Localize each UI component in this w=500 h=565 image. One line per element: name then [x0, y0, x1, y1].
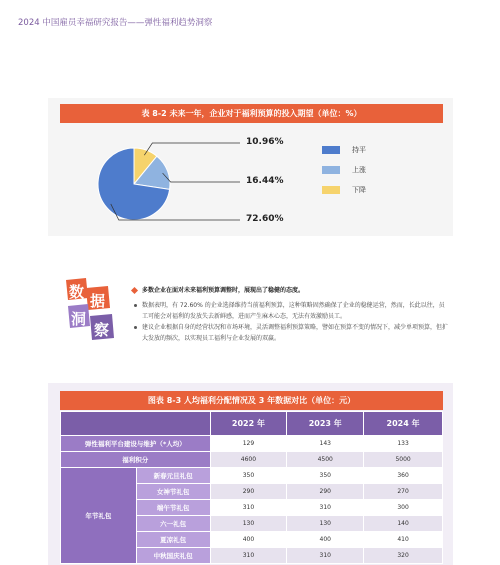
table-cell: 400: [210, 532, 287, 548]
table-cell: 300: [364, 500, 443, 516]
pie-data-label: 72.60%: [246, 214, 284, 224]
table-cell: 310: [210, 500, 287, 516]
table-cell: 4500: [287, 452, 364, 468]
row-label: 福利积分: [61, 452, 211, 468]
table-cell: 5000: [364, 452, 443, 468]
group-label: 年节礼包: [61, 468, 137, 564]
insight-char-1: 数: [69, 283, 85, 301]
table-cell: 130: [210, 516, 287, 532]
table-header-year: 2024 年: [364, 412, 443, 436]
chart-panel: [48, 98, 453, 236]
data-insight-badge: [64, 278, 114, 346]
table-cell: 4600: [210, 452, 287, 468]
table-cell: 310: [210, 548, 287, 564]
insight-char-2: 据: [90, 292, 106, 310]
insight-bullet: 数据表明，有 72.60% 的企业选择维持当前福利预算，这种策略固然确保了企业的稳健运营，然而，长此以往，员工可能会对福利的发放失去新鲜感，进而产生麻木心态，无法有效激励员工。: [130, 300, 450, 322]
insight-char-4: 察: [94, 321, 110, 339]
pie-data-label: 10.96%: [246, 137, 284, 147]
leader-line: [163, 173, 240, 182]
table-panel: [48, 383, 453, 565]
insight-bullet: 建议企业根据自身的经营状况和市场环境，灵活调整福利预算策略，譬如在预算不变的情况下，减少单项预算，但扩大发放的频次，以实现员工福利与企业发展的双赢。: [130, 322, 450, 344]
leader-line: [144, 143, 240, 155]
table-cell: 350: [287, 468, 364, 484]
table-cell: 130: [287, 516, 364, 532]
row-label: 夏凉礼包: [136, 532, 210, 548]
table-cell: 350: [210, 468, 287, 484]
table-cell: 143: [287, 436, 364, 452]
page-header: 2024 中国雇员幸福研究报告——弹性福利趋势洞察: [18, 18, 213, 28]
table-cell: 360: [364, 468, 443, 484]
insight-text: [130, 285, 450, 344]
row-label: 中秋国庆礼包: [136, 548, 210, 564]
table-cell: 133: [364, 436, 443, 452]
table-cell: 400: [287, 532, 364, 548]
pie-data-label: 16.44%: [246, 176, 284, 186]
table-row: [61, 436, 443, 452]
legend-swatch: [322, 166, 340, 174]
table-header-year: 2023 年: [287, 412, 364, 436]
insight-char-3: 洞: [71, 310, 87, 328]
legend-swatch: [322, 186, 340, 194]
table-cell: 320: [364, 548, 443, 564]
row-label: 女神节礼包: [136, 484, 210, 500]
row-label: 新春元旦礼包: [136, 468, 210, 484]
table-cell: 410: [364, 532, 443, 548]
table-cell: 290: [210, 484, 287, 500]
row-label: 六一礼包: [136, 516, 210, 532]
legend-label: 持平: [352, 146, 366, 154]
table-cell: 270: [364, 484, 443, 500]
welfare-table: [60, 411, 443, 564]
legend-label: 上涨: [352, 166, 366, 174]
chart-title: 表 8-2 未来一年，企业对于福利预算的投入期望（单位：%）: [60, 104, 443, 123]
table-cell: 129: [210, 436, 287, 452]
legend-label: 下降: [352, 186, 366, 194]
table-title: 图表 8-3 人均福利分配情况及 3 年数据对比（单位：元）: [60, 391, 443, 410]
table-cell: 310: [287, 500, 364, 516]
table-cell: 310: [287, 548, 364, 564]
table-header-row: [61, 412, 443, 436]
row-label: 弹性福利平台建设与维护（*人均）: [61, 436, 211, 452]
table-cell: 290: [287, 484, 364, 500]
insight-headline: 多数企业在面对未来福利预算调整时，展现出了稳健的态度。: [130, 285, 450, 296]
table-cell: 140: [364, 516, 443, 532]
legend-swatch: [322, 146, 340, 154]
row-label: 端午节礼包: [136, 500, 210, 516]
table-row: [61, 468, 443, 484]
table-row: [61, 452, 443, 468]
table-header-year: 2022 年: [210, 412, 287, 436]
table-header-blank: [61, 412, 211, 436]
